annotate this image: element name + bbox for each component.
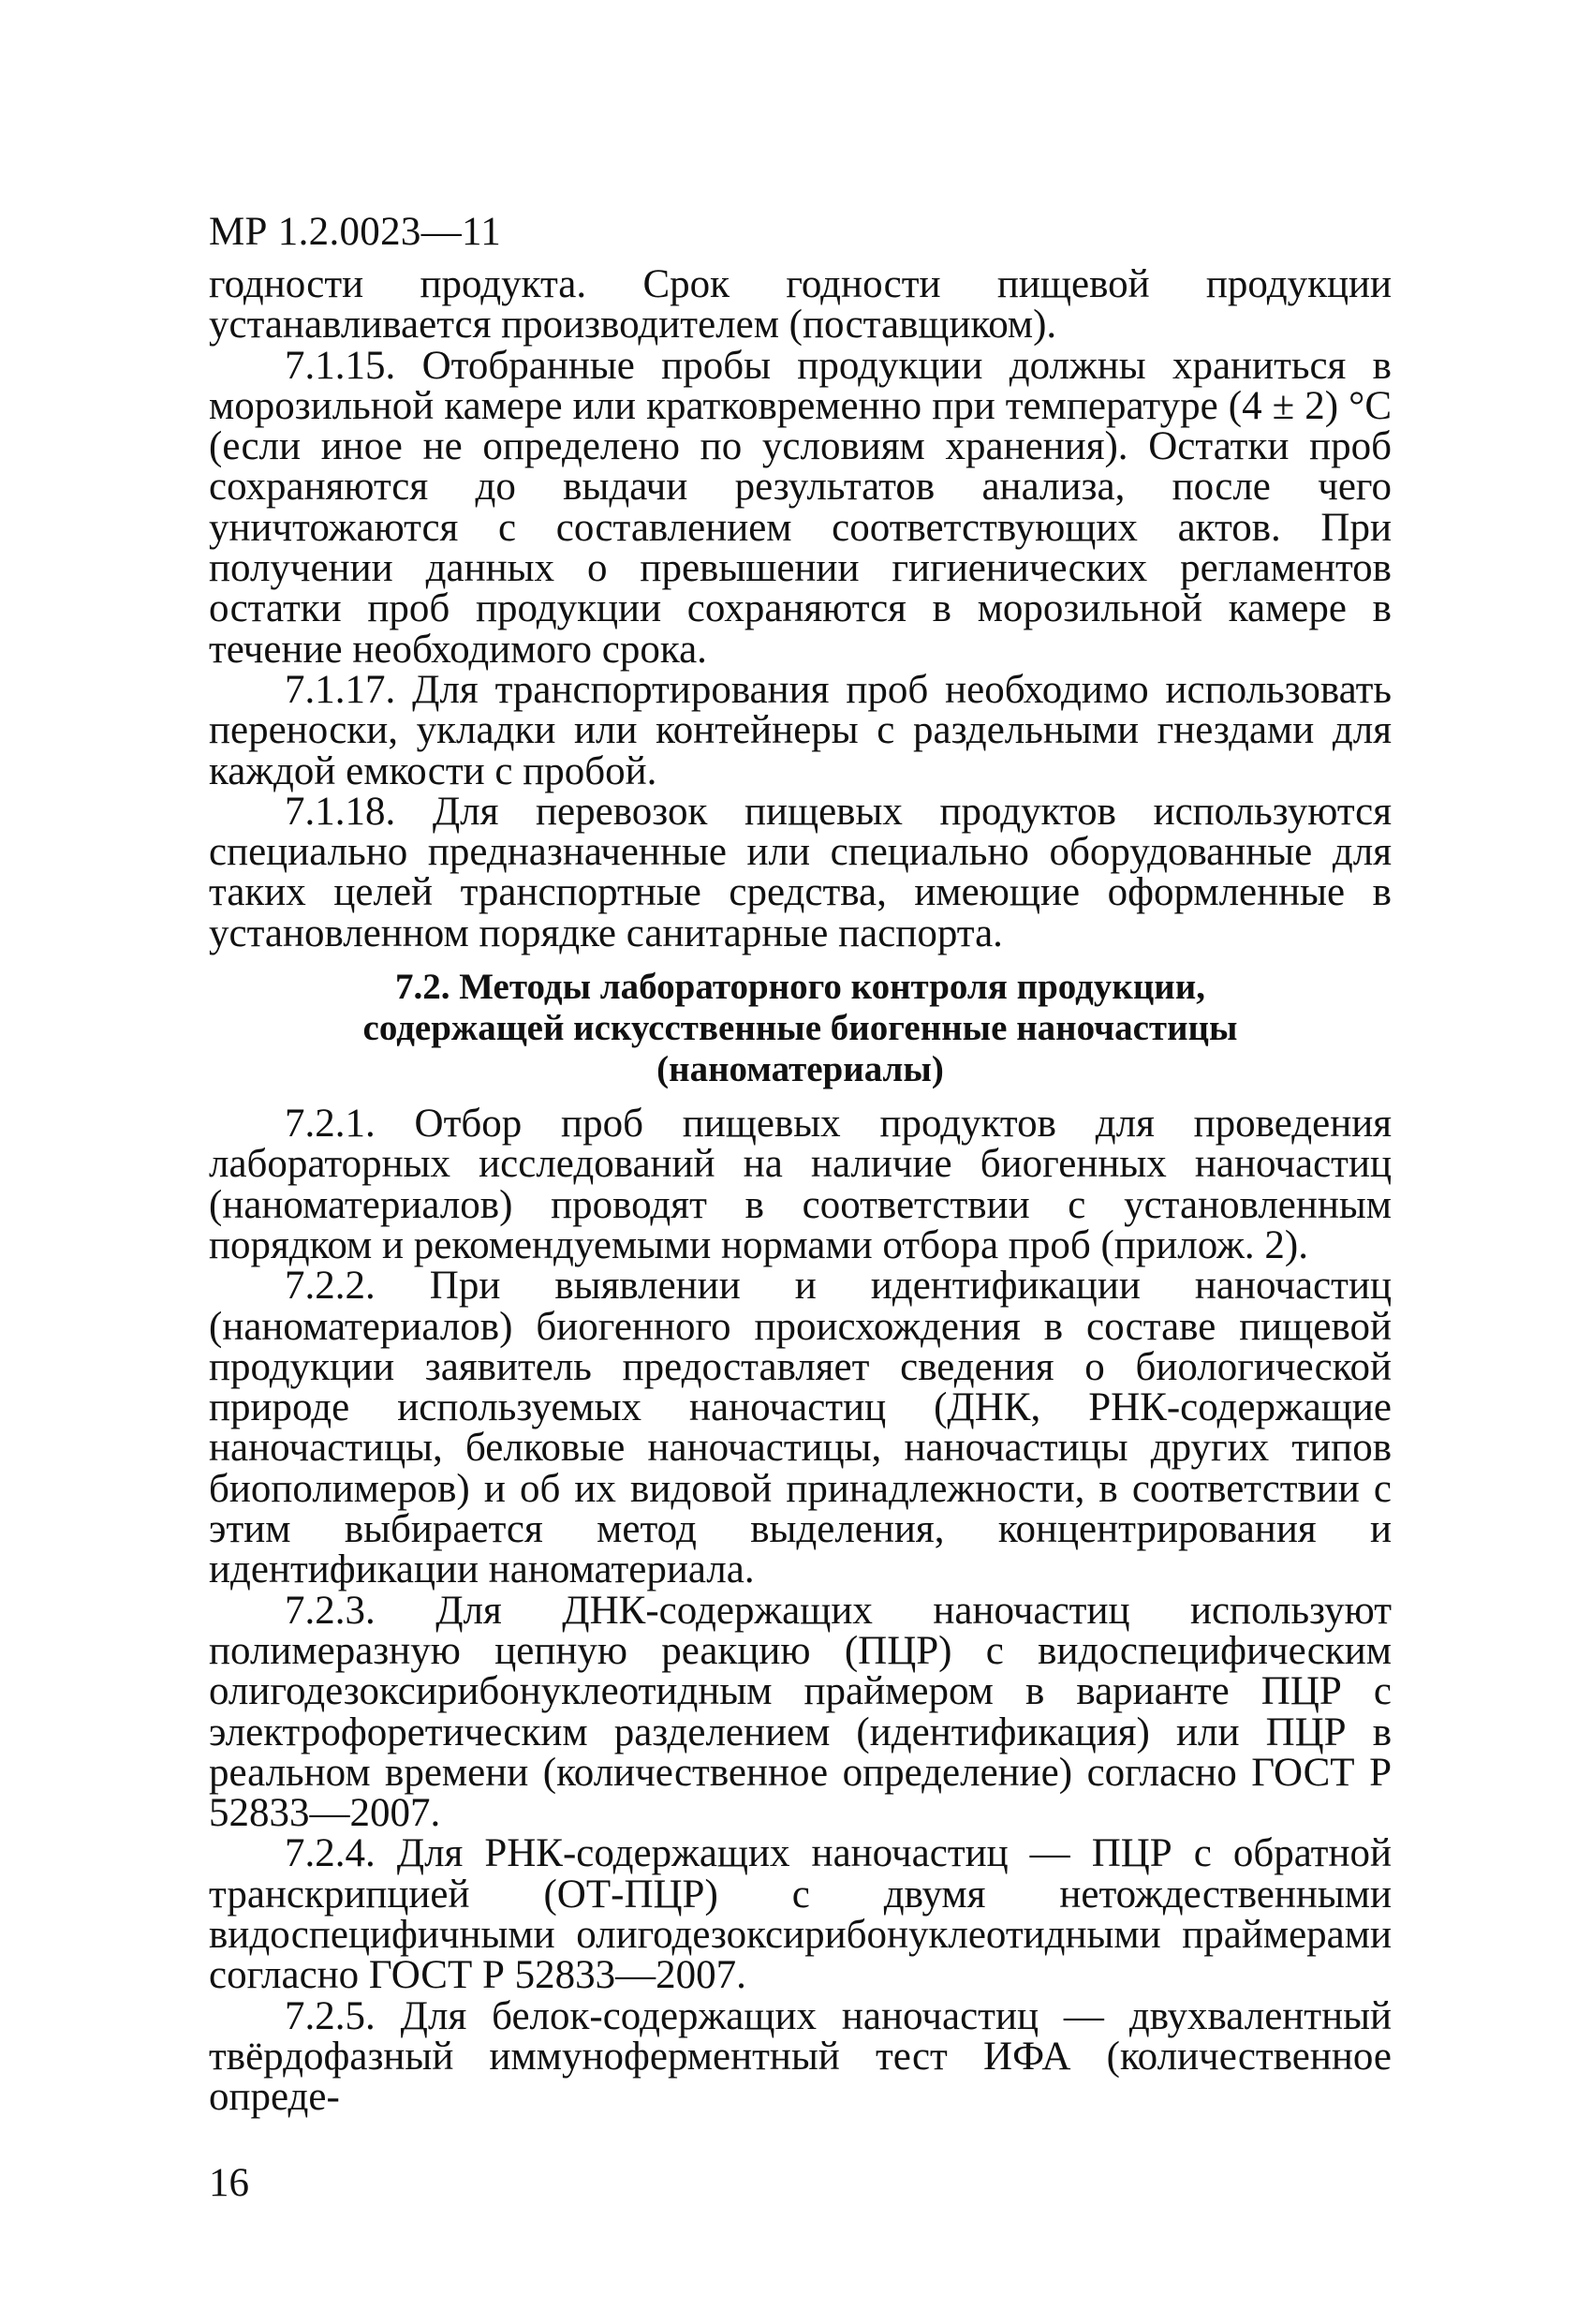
page-number: 16 xyxy=(209,2161,249,2205)
section-heading-line: (наноматериалы) xyxy=(656,1049,944,1090)
paragraph-7-1-17: 7.1.17. Для транспортирования проб необходимо использовать переноски, укладки или контейнеры с раздельными гнездами для каждой емкости с пробой. xyxy=(209,667,1392,793)
document-code-header: МР 1.2.0023—11 xyxy=(209,210,502,254)
paragraph-continuation: годности продукта. Срок годности пищевой продукции устанавливается производителем (поставщиком). xyxy=(209,262,1392,348)
paragraph-7-2-5: 7.2.5. Для белок-содержащих наночастиц — двухвалентный твёрдофазный иммуноферментный тест ИФА (количественное опреде- xyxy=(209,1993,1392,2120)
paragraph-7-2-1: 7.2.1. Отбор проб пищевых продуктов для проведения лабораторных исследований на наличие биогенных наночастиц (наноматериалов) проводят в соответствии с установленным порядком и рекомендуемыми нормами отбора проб (прилож. 2). xyxy=(209,1102,1392,1267)
section-heading-line: содержащей искусственные биогенные наночастицы xyxy=(362,1008,1238,1049)
paragraph-7-1-15: 7.1.15. Отобранные пробы продукции должны храниться в морозильной камере или кратковременно при температуре (4 ± 2) °С (если иное не определено по условиям хранения). Остатки проб сохраняются до выдачи результатов анализа, после чего уничтожаются с составлением соответствующих актов. При получении данных о превышении гигиенических регламентов остатки проб продукции сохраняются в морозильной камере в течение необходимого срока. xyxy=(209,343,1392,672)
page-content xyxy=(209,262,1392,2120)
section-heading-line: 7.2. Методы лабораторного контроля продукции, xyxy=(394,967,1205,1008)
paragraph-7-1-18: 7.1.18. Для перевозок пищевых продуктов используются специально предназначенные или специально оборудованные для таких целей транспортные средства, имеющие оформленные в установленном порядке санитарные паспорта. xyxy=(209,789,1392,955)
section-heading-7-2 xyxy=(209,967,1392,1090)
paragraph-7-2-3: 7.2.3. Для ДНК-содержащих наночастиц используют полимеразную цепную реакцию (ПЦР) с видоспецифическим олигодезоксирибонуклеотидным праймером в варианте ПЦР с электрофоретическим разделением (идентификация) или ПЦР в реальном времени (количественное определение) согласно ГОСТ Р 52833—2007. xyxy=(209,1588,1392,1836)
paragraph-7-2-2: 7.2.2. При выявлении и идентификации наночастиц (наноматериалов) биогенного происхождения в составе пищевой продукции заявитель предоставляет сведения о биологической природе используемых наночастиц (ДНК, РНК-содержащие наночастицы, белковые наночастицы, наночастицы других типов биополимеров) и об их видовой принадлежности, в соответствии с этим выбирается метод выделения, концентрирования и идентификации наноматериала. xyxy=(209,1264,1392,1592)
paragraph-7-2-4: 7.2.4. Для РНК-содержащих наночастиц — ПЦР с обратной транскрипцией (ОТ-ПЦР) с двумя нетождественными видоспецифичными олигодезоксирибонуклеотидными праймерами согласно ГОСТ Р 52833—2007. xyxy=(209,1831,1392,1998)
